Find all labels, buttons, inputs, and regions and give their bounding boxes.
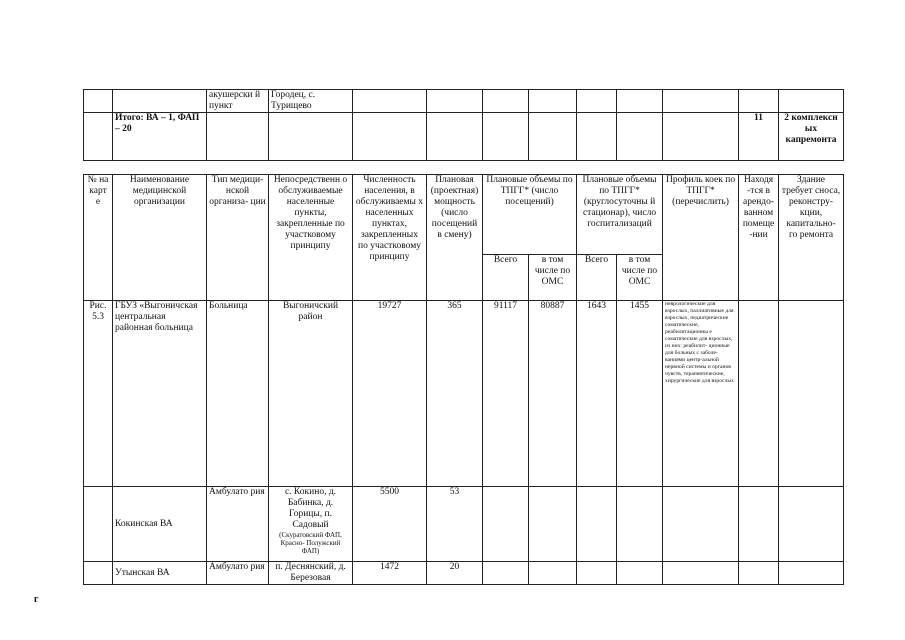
places-cell: Городец, с. Турищево [269, 90, 353, 113]
header-profile: Профиль коек по ТПГГ* (перечислить) [663, 175, 739, 301]
medical-organizations-table [83, 174, 844, 585]
header-type: Тип медици- нской организа- ции [207, 175, 269, 301]
row-visits-oms: 80887 [529, 301, 577, 487]
header-visits-total: Всего [483, 255, 529, 301]
header-visits-oms: в том числе по ОМС [529, 255, 577, 301]
continuation-table [83, 89, 844, 161]
row-places: п. Деснянский, д. Березовая [269, 562, 353, 585]
repair-total: 2 комплексн ых капремонта [779, 113, 844, 161]
table-row [84, 562, 844, 585]
row-hosp-total [577, 487, 617, 562]
row-capacity: 365 [427, 301, 483, 487]
row-population: 5500 [353, 487, 427, 562]
row-name: Кокинская ВА [113, 487, 207, 562]
row-places-note: (Скуратовский ФАП, Красно- Полужский ФАП) [279, 531, 342, 555]
table-row [84, 301, 844, 487]
header-row [84, 175, 844, 255]
row-hosp-oms [617, 487, 663, 562]
row-visits-oms [529, 487, 577, 562]
header-places: Непосредственн о обслуживаемые населенные пункты, закрепленные по участковому принципу [269, 175, 353, 301]
header-hosp-oms: в том числе по ОМС [617, 255, 663, 301]
row-capacity: 20 [427, 562, 483, 585]
row-profile [663, 562, 739, 585]
row-hosp-total: 1643 [577, 301, 617, 487]
total-label: Итого: ВА – 1, ФАП – 20 [113, 113, 207, 161]
row-type: Амбулато рия [207, 562, 269, 585]
header-rent: Находя -тся в арендо- ванном помеще -нии [739, 175, 779, 301]
total-row [84, 113, 844, 161]
row-visits-total: 91117 [483, 301, 529, 487]
row-name: ГБУЗ «Выгоничская центральная районная больница [113, 301, 207, 487]
row-num: Рис. 5.3 [84, 301, 113, 487]
row-num [84, 487, 113, 562]
row-hosp-oms: 1455 [617, 301, 663, 487]
row-hosp-total [577, 562, 617, 585]
header-name: Наименование медицинской организации [113, 175, 207, 301]
page-number: г [34, 594, 39, 605]
row-hosp-oms [617, 562, 663, 585]
row-places: Выгоничский район [269, 301, 353, 487]
header-num: № на карт е [84, 175, 113, 301]
rent-total: 11 [739, 113, 779, 161]
row-population: 1472 [353, 562, 427, 585]
row-profile [663, 487, 739, 562]
header-population: Численность населения, в обслуживаемы х населенных пунктах, закрепленных по участковому принципу [353, 175, 427, 301]
header-hosp-total: Всего [577, 255, 617, 301]
row-num [84, 562, 113, 585]
table-row [84, 487, 844, 562]
row-population: 19727 [353, 301, 427, 487]
header-hosp: Плановые объемы по ТПГГ* (круглосуточны й стационар), число госпитализаций [577, 175, 663, 255]
row-name: Утынская ВА [113, 562, 207, 585]
row-type: Амбулато рия [207, 487, 269, 562]
row-places: с. Кокино, д. Бабинка, д. Горицы, п. Садовый [284, 487, 337, 530]
row-type: Больница [207, 301, 269, 487]
row-visits-total [483, 562, 529, 585]
header-building: Здание требует сноса, реконстру- кции, капитально- го ремонта [779, 175, 844, 301]
header-capacity: Плановая (проектная) мощность (число посещений в смену) [427, 175, 483, 301]
row-visits-total [483, 487, 529, 562]
row-visits-oms [529, 562, 577, 585]
row-capacity: 53 [427, 487, 483, 562]
type-cell: акушерски й пункт [207, 90, 269, 113]
table-row [84, 90, 844, 113]
row-places-cell [269, 487, 353, 562]
header-visits: Плановые объемы по ТПГГ* (число посещений) [483, 175, 577, 255]
row-profile: неврологические для взрослых, паллиативные для взрослых, педиатрические соматические, реабилитационны е соматические для взрослых, из них: реабилит- ционные для больных с заболе-ваниями центр-альной нервной системы и органов чувств, терапевтические, хирургические для взрослых [663, 301, 739, 487]
